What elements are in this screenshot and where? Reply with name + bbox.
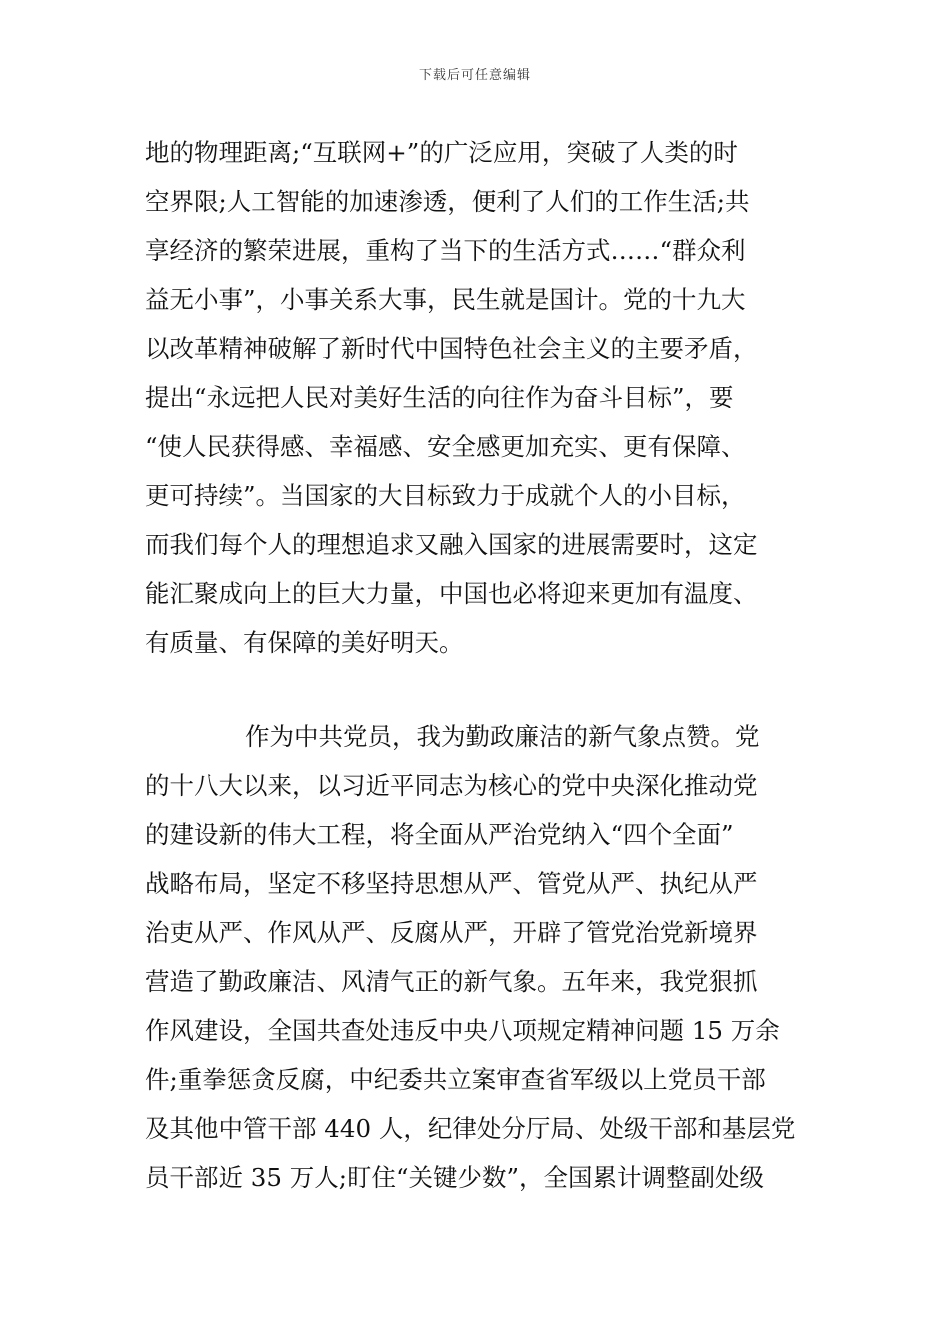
text-line: 空界限;人工智能的加速渗透，便利了人们的工作生活;共 xyxy=(145,187,750,216)
text-line: 战略布局，坚定不移坚持思想从严、管党从严、执纪从严 xyxy=(145,869,758,898)
text-line: 治吏从严、作风从严、反腐从严，开辟了管党治党新境界 xyxy=(145,918,758,947)
text-line: 件;重拳惩贪反腐，中纪委共立案审查省军级以上党员干部 xyxy=(145,1065,766,1094)
text-line-first-indented: 作为中共党员，我为勤政廉洁的新气象点赞。党 xyxy=(245,722,760,751)
text-line: 享经济的繁荣进展，重构了当下的生活方式……“群众利 xyxy=(145,236,746,265)
text-line: 能汇聚成向上的巨大力量，中国也必将迎来更加有温度、 xyxy=(145,579,758,608)
text-line: 员干部近 35 万人;盯住“关键少数”，全国累计调整副处级 xyxy=(145,1163,765,1192)
page-header: 下载后可任意编辑 xyxy=(418,68,531,83)
text-line: 作风建设，全国共查处违反中央八项规定精神问题 15 万余 xyxy=(145,1016,780,1045)
text-line: 的十八大以来，以习近平同志为核心的党中央深化推动党 xyxy=(145,771,758,800)
paragraph-1 xyxy=(145,128,810,667)
text-line: 营造了勤政廉洁、风清气正的新气象。五年来，我党狠抓 xyxy=(145,967,758,996)
text-line: 益无小事”，小事关系大事，民生就是国计。党的十九大 xyxy=(145,285,746,314)
text-line: 提出“永远把人民对美好生活的向往作为奋斗目标”，要 xyxy=(145,383,734,412)
text-line: 有质量、有保障的美好明天。 xyxy=(145,628,464,657)
text-line: 而我们每个人的理想追求又融入国家的进展需要时，这定 xyxy=(145,530,758,559)
text-line: 以改革精神破解了新时代中国特色社会主义的主要矛盾， xyxy=(145,334,758,363)
paragraph-2 xyxy=(145,712,810,1202)
text-line: “使人民获得感、幸福感、安全感更加充实、更有保障、 xyxy=(145,432,746,461)
text-line: 更可持续”。当国家的大目标致力于成就个人的小目标， xyxy=(145,481,746,510)
text-line: 地的物理距离;“互联网+”的广泛应用，突破了人类的时 xyxy=(145,138,738,167)
text-line: 及其他中管干部 440 人，纪律处分厅局、处级干部和基层党 xyxy=(145,1114,796,1143)
text-line: 的建设新的伟大工程，将全面从严治党纳入“四个全面” xyxy=(145,820,734,849)
